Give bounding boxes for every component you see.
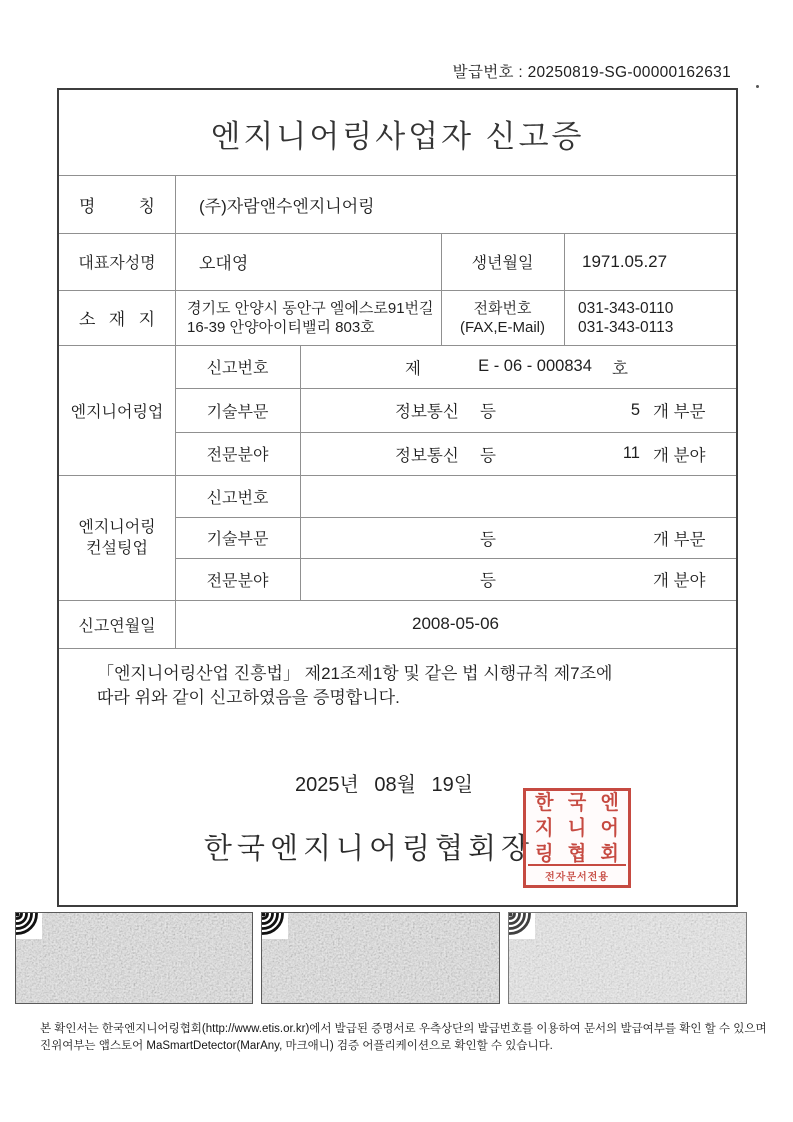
consult-tech-etc: 등 <box>480 530 496 549</box>
eng-tech-field: 정보통신 <box>395 403 459 421</box>
phone-value-cell <box>564 290 736 345</box>
consult-specialty-cell <box>300 558 736 600</box>
eng-specialty-field: 정보통신 <box>395 446 459 465</box>
seal-grid: 한 국 엔 지 니 어 링 협 회 <box>535 792 619 865</box>
eng-tech-cell <box>300 388 736 432</box>
representative-value: 오대영 <box>199 254 249 273</box>
company-name-label-cell <box>59 175 175 233</box>
company-name-value: (주)자람앤수엔지니어링 <box>199 196 375 216</box>
eng-tech-unit: 개 부문 <box>653 403 706 421</box>
eng-tech-etc: 등 <box>480 403 496 421</box>
address-label: 소 재 지 <box>79 310 155 329</box>
phone-label: 전화번호 <box>473 299 532 317</box>
certificate-title: 엔지니어링사업자 신고증 <box>210 118 585 154</box>
eng-specialty-unit: 개 분야 <box>653 446 706 465</box>
wave-mark-icon <box>16 913 42 939</box>
verification-note-line2: 진위여부는 앱스토어 MaSmartDetector(MarAny, 마크애니) 검증 어플리케이션으로 확인할 수 있습니다. <box>40 1039 553 1052</box>
eng-report-no-suffix: 호 <box>612 359 628 378</box>
address-line1: 경기도 안양시 동안구 엘에스로91번길 <box>187 299 434 317</box>
security-watermark-1 <box>15 912 253 1004</box>
consult-report-no-label: 신고번호 <box>206 489 269 507</box>
company-name-label: 명 칭 <box>79 196 155 216</box>
phone-number-1: 031-343-0110 <box>578 299 674 317</box>
eng-tech-count: 5 <box>630 400 640 419</box>
statement-line1: 「엔지니어링산업 진흥법」 제21조제1항 및 같은 법 시행규칙 제7조에 <box>97 664 613 683</box>
security-watermark-2 <box>261 912 500 1004</box>
consulting-section-line2: 컨설팅업 <box>86 539 148 557</box>
verification-note <box>40 1021 780 1054</box>
consult-specialty-etc: 등 <box>480 572 496 590</box>
eng-specialty-label: 전문분야 <box>206 447 269 464</box>
certification-statement <box>97 662 709 710</box>
issue-date: 2025년 08월 19일 <box>294 774 474 796</box>
scan-speck <box>756 85 759 88</box>
eng-tech-label: 기술부문 <box>206 403 269 421</box>
official-seal <box>523 788 631 888</box>
eng-specialty-count: 11 <box>622 444 640 462</box>
eng-report-no-label: 신고번호 <box>206 360 269 377</box>
verification-note-line1: 본 확인서는 한국엔지니어링협회(http://www.etis.or.kr)에서 발급된 증명서로 우측상단의 발급번호를 이용하여 문서의 발급여부를 확인 할 수 있으며 <box>40 1023 767 1035</box>
consulting-section-label <box>59 475 175 600</box>
consult-specialty-label: 전문분야 <box>206 572 269 590</box>
phone-fax-email-label: (FAX,E-Mail) <box>459 318 545 336</box>
eng-report-no-prefix: 제 <box>405 359 421 378</box>
wave-mark-icon <box>509 913 535 939</box>
report-date-value: 2008-05-06 <box>412 614 499 633</box>
statement-line2: 따라 위와 같이 신고하였음을 증명합니다. <box>97 688 400 707</box>
grid-line <box>59 648 736 649</box>
birthdate-label: 생년월일 <box>471 255 534 272</box>
phone-label-cell <box>441 290 564 345</box>
address-line2: 16-39 안양아이티밸리 803호 <box>187 318 375 336</box>
issue-number: 발급번호 : 20250819-SG-00000162631 <box>452 64 731 81</box>
eng-specialty-cell <box>300 432 736 475</box>
wave-mark-icon <box>262 913 288 939</box>
eng-report-no-value: E - 06 - 000834 <box>478 357 592 375</box>
certificate-frame <box>57 88 738 907</box>
address-value <box>175 290 441 345</box>
engineering-section-label: 엔지니어링업 <box>70 403 164 421</box>
eng-report-no-cell <box>300 345 736 388</box>
representative-label: 대표자성명 <box>78 255 156 272</box>
phone-number-2: 031-343-0113 <box>578 318 674 336</box>
consult-tech-cell <box>300 517 736 558</box>
consult-report-no-cell <box>300 475 736 517</box>
address-label-cell <box>59 290 175 345</box>
eng-specialty-etc: 등 <box>480 446 496 465</box>
report-date-label: 신고연월일 <box>78 617 156 635</box>
consult-tech-unit: 개 부문 <box>653 530 706 549</box>
security-watermark-3 <box>508 912 747 1004</box>
seal-banner-text: 전자문서전용 <box>528 864 626 883</box>
consult-tech-label: 기술부문 <box>206 531 269 548</box>
consulting-section-line1: 엔지니어링 <box>78 518 156 536</box>
issuer-title: 한국엔지니어링협회장 <box>203 833 535 865</box>
consult-specialty-unit: 개 분야 <box>653 572 706 590</box>
birthdate-value: 1971.05.27 <box>582 251 668 271</box>
